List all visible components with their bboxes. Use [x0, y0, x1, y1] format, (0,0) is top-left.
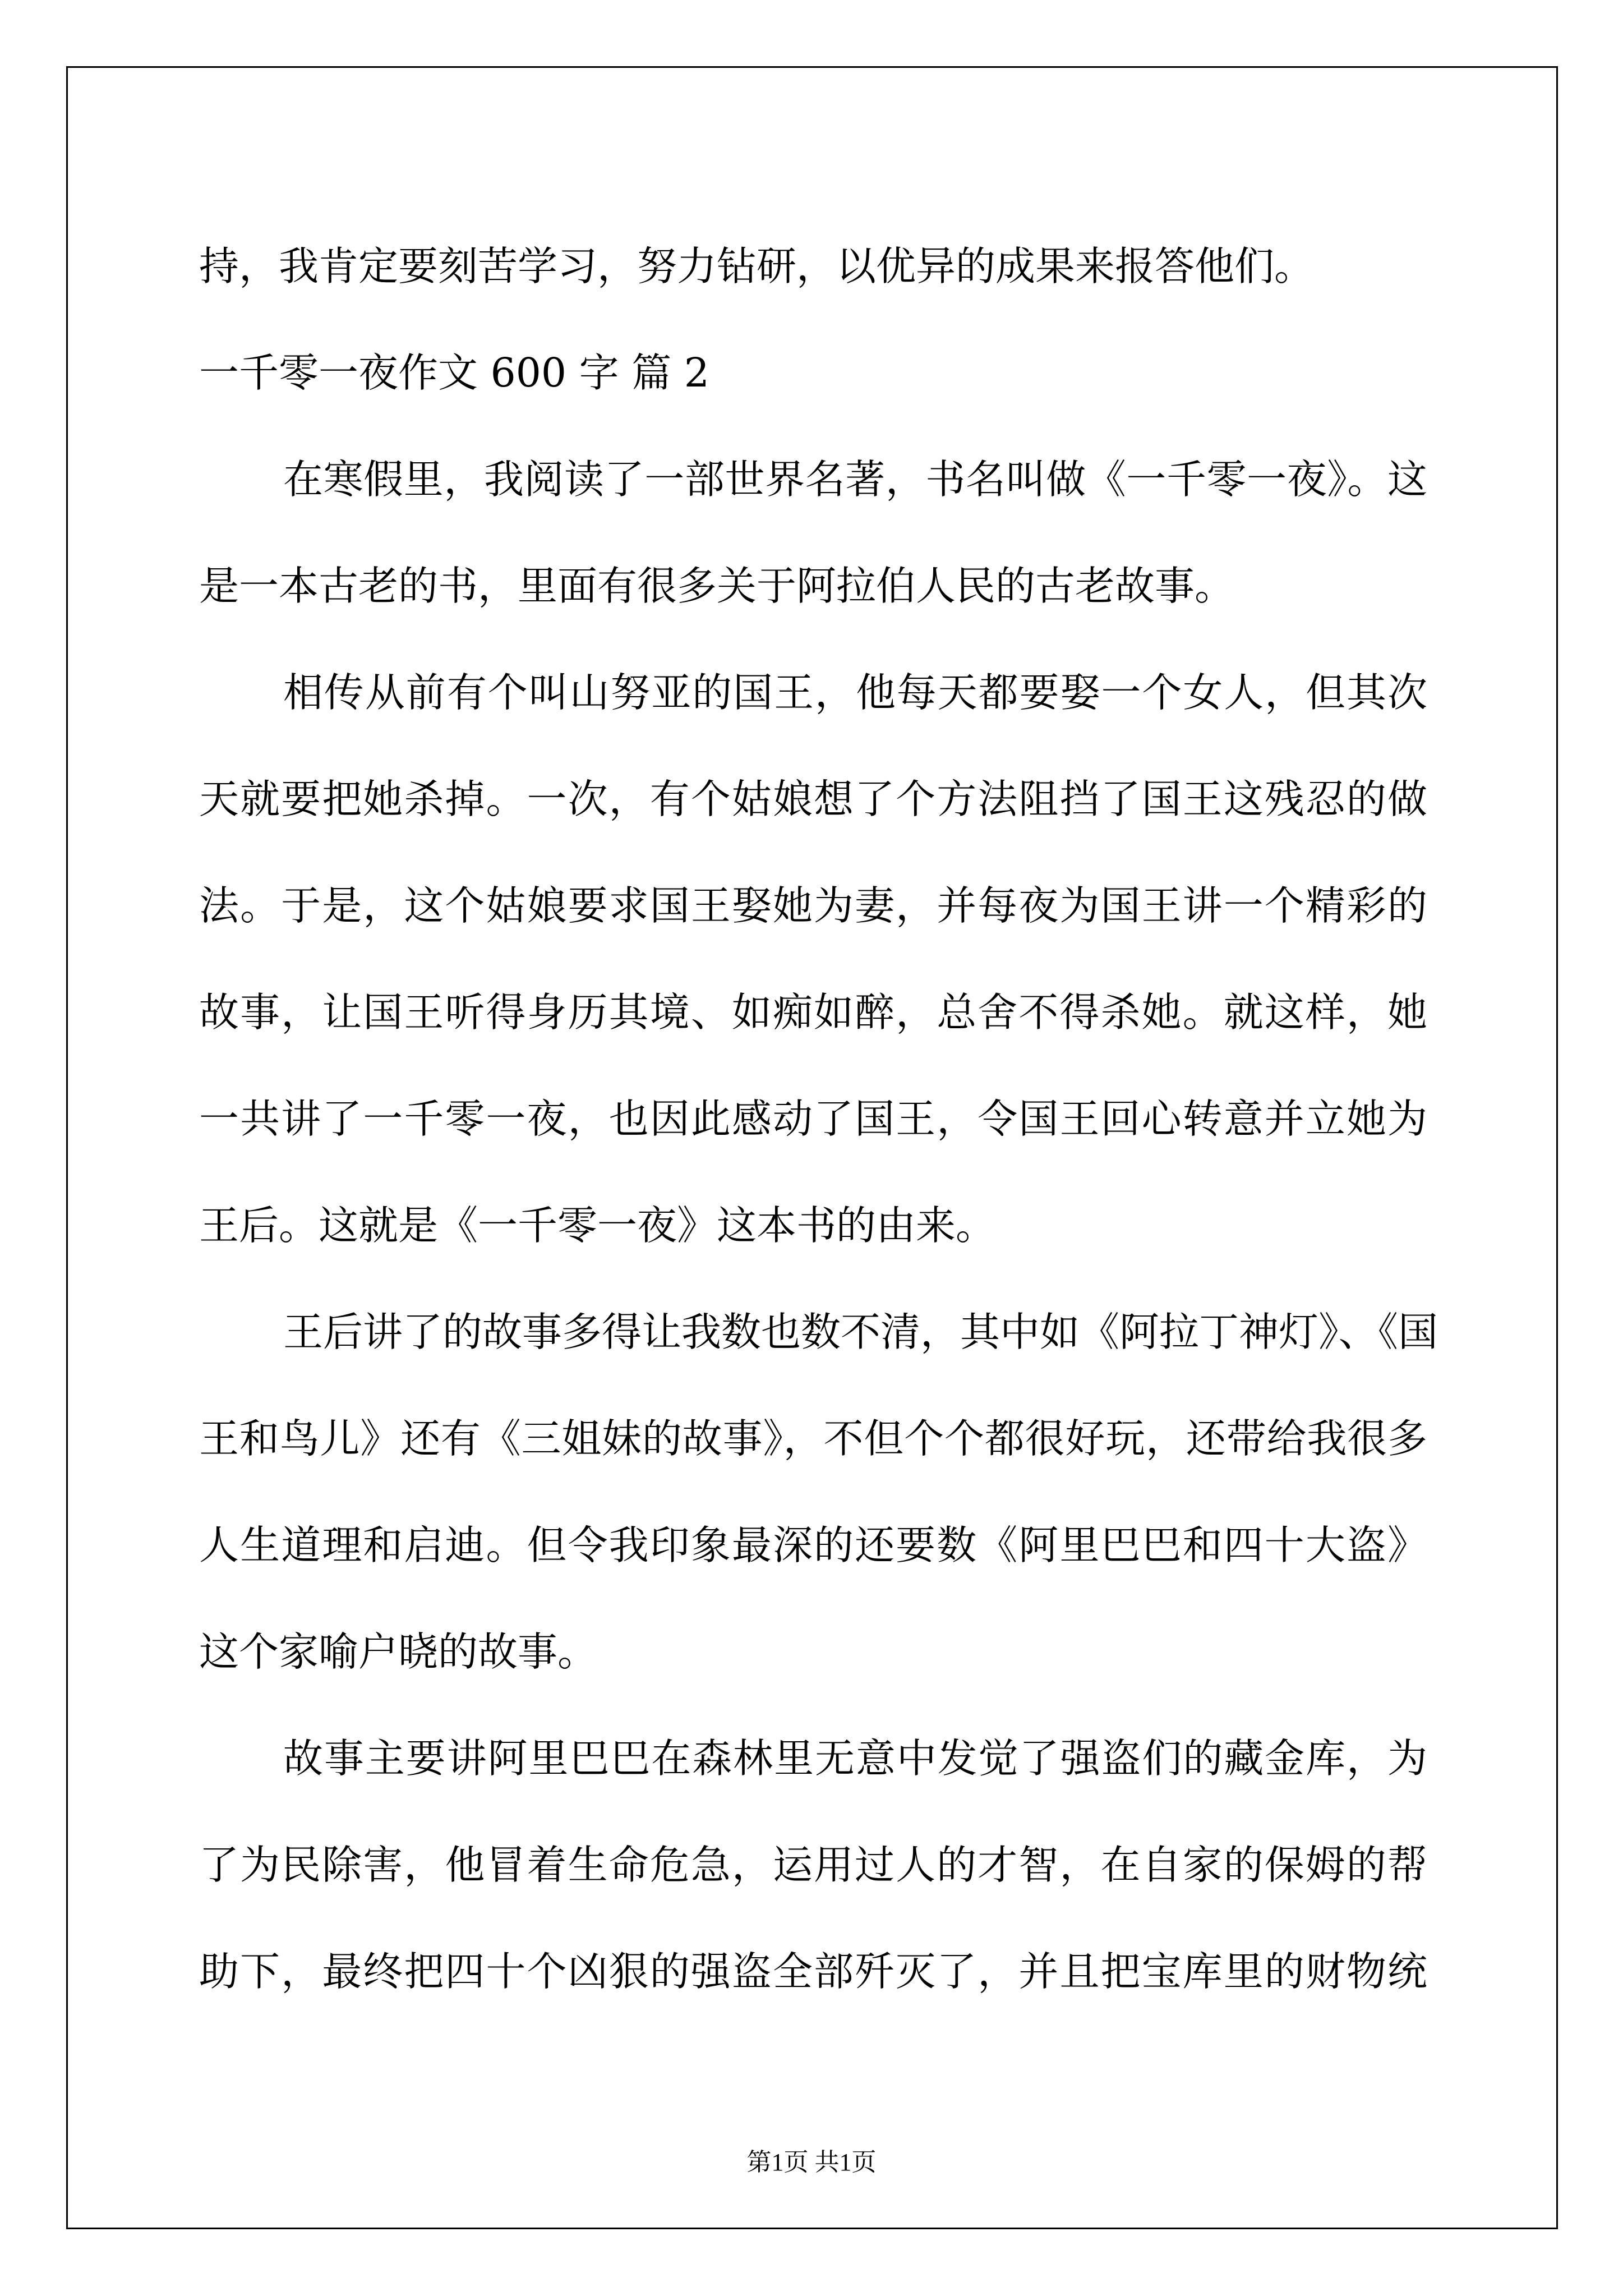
paragraph-line: 这个家喻户晓的故事。 — [199, 1628, 598, 1675]
paragraph-line: 王和鸟儿》还有《三姐妹的故事》，不但个个都很好玩，还带给我很多 — [199, 1415, 1427, 1462]
paragraph-line: 是一本古老的书，里面有很多关于阿拉伯人民的古老故事。 — [199, 563, 1235, 609]
paragraph-line: 一共讲了一千零一夜，也因此感动了国王，令国王回心转意并立她为 — [199, 1096, 1427, 1142]
paragraph-line: 王后。这就是《一千零一夜》这本书的由来。 — [199, 1202, 996, 1249]
section-heading: 一千零一夜作文 600 字 篇 2 — [199, 349, 709, 396]
paragraph-line: 王后讲了的故事多得让我数也数不清，其中如《阿拉丁神灯》、《国 — [283, 1309, 1438, 1355]
paragraph-line: 相传从前有个叫山努亚的国王，他每天都要娶一个女人，但其次 — [283, 669, 1427, 716]
paragraph-line: 持，我肯定要刻苦学习，努力钻研，以优异的成果来报答他们。 — [199, 243, 1315, 289]
paragraph-line: 在寒假里，我阅读了一部世界名著，书名叫做《一千零一夜》。这 — [283, 456, 1427, 503]
paragraph-line: 人生道理和启迪。但令我印象最深的还要数《阿里巴巴和四十大盗》 — [199, 1522, 1427, 1568]
paragraph-line: 故事主要讲阿里巴巴在森林里无意中发觉了强盗们的藏金库，为 — [283, 1735, 1427, 1782]
document-body — [199, 213, 1438, 2025]
page-footer: 第1页 共1页 — [746, 2148, 877, 2176]
paragraph-line: 助下，最终把四十个凶狠的强盗全部歼灭了，并且把宝库里的财物统 — [199, 1948, 1427, 1995]
paragraph-line: 天就要把她杀掉。一次，有个姑娘想了个方法阻挡了国王这残忍的做 — [199, 776, 1427, 822]
paragraph-line: 故事，让国王听得身历其境、如痴如醉，总舍不得杀她。就这样，她 — [199, 989, 1427, 1036]
paragraph-line: 法。于是，这个姑娘要求国王娶她为妻，并每夜为国王讲一个精彩的 — [199, 882, 1427, 929]
paragraph-line: 了为民除害，他冒着生命危急，运用过人的才智，在自家的保姆的帮 — [199, 1842, 1427, 1888]
